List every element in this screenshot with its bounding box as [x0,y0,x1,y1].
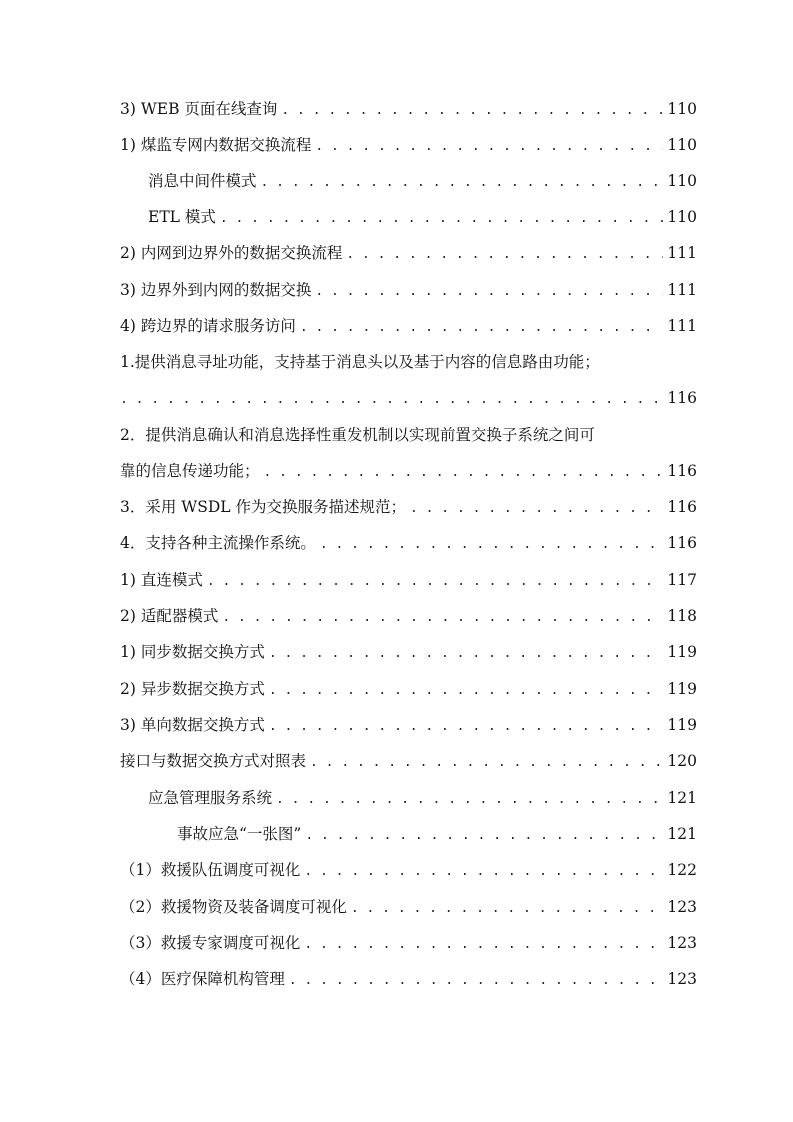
toc-entry-continuation[interactable] [120,460,697,482]
toc-entry[interactable] [120,134,697,156]
dot-leader [304,861,663,881]
toc-entry[interactable] [120,678,697,700]
toc-entry-text: 2) 内网到边界外的数据交换流程 [120,244,343,262]
toc-entry[interactable] [148,206,697,228]
toc-entry[interactable] [120,896,697,918]
toc-entry-page: 118 [667,607,697,625]
toc-entry-text: 1) 直连模式 [120,571,203,589]
dot-leader [220,208,664,228]
dot-leader [276,789,663,809]
dot-leader [269,716,664,736]
toc-entry[interactable] [120,859,697,881]
dot-leader [207,571,664,591]
toc-entry[interactable] [120,315,697,337]
toc-entry-text: 应急管理服务系统 [148,789,273,807]
toc-entry[interactable] [120,242,697,264]
toc-entry-text: 3) WEB 页面在线查询 [120,100,278,118]
toc-entry-page: 121 [667,825,697,843]
toc-entry[interactable] [120,714,697,736]
toc-entry-page: 111 [667,317,697,335]
toc-entry-page: 110 [667,100,697,118]
toc-entry-page: 111 [667,244,697,262]
dot-leader [281,100,663,120]
toc-entry-text: （2）救援物资及装备调度可视化 [120,898,347,916]
toc-entry-text: 3．采用 WSDL 作为交换服务描述规范； [120,498,406,516]
toc-entry-continuation[interactable] [120,387,697,409]
toc-entry[interactable] [120,641,697,663]
dot-leader [315,136,663,156]
toc-entry-page: 110 [667,172,697,190]
toc-entry-text: 2) 适配器模式 [120,607,219,625]
dot-leader [310,752,663,772]
toc-entry-page: 123 [667,898,697,916]
toc-entry[interactable] [177,823,697,845]
toc-entry-page: 116 [667,498,697,516]
dot-leader [304,934,663,954]
toc-entry-page: 120 [667,752,697,770]
dot-leader [346,244,663,264]
dot-leader [261,172,664,192]
toc-entry-page: 111 [667,281,697,299]
dot-leader [289,970,664,990]
toc-entry-page: 123 [667,970,697,988]
dot-leader [351,898,664,918]
toc-entry-text: （3）救援专家调度可视化 [120,934,301,952]
toc-entry-page: 110 [667,208,697,226]
dot-leader [300,317,664,337]
toc-entry[interactable] [120,605,697,627]
toc-entry-page: 116 [667,534,697,552]
toc-entry-text: 3) 单向数据交换方式 [120,716,265,734]
toc-entry-page: 121 [667,789,697,807]
toc-entry-text: 1) 煤监专网内数据交换流程 [120,136,312,154]
dot-leader [315,281,663,301]
toc-entry-text[interactable]: 1.提供消息寻址功能，支持基于消息头以及基于内容的信息路由功能； [120,353,600,371]
dot-leader [269,643,664,663]
toc-entry-text: 消息中间件模式 [148,172,257,190]
toc-entry[interactable] [148,787,697,809]
toc-entry[interactable] [120,279,697,301]
toc-entry[interactable] [120,750,697,772]
toc-entry-text: （1）救援队伍调度可视化 [120,861,301,879]
toc-entry-text: 2) 异步数据交换方式 [120,680,265,698]
toc-entry-page: 110 [667,136,697,154]
toc-entry[interactable] [120,569,697,591]
toc-entry-page: 123 [667,934,697,952]
dot-leader [269,680,664,700]
toc-entry-text: 1) 同步数据交换方式 [120,643,265,661]
toc-entry-text: ETL 模式 [148,208,216,226]
toc-entry[interactable] [120,532,697,554]
toc-entry[interactable] [120,968,697,990]
toc-entry-text: 4) 跨边界的请求服务访问 [120,317,296,335]
dot-leader [222,607,663,627]
toc-entry-text[interactable]: 2．提供消息确认和消息选择性重发机制以实现前置交换子系统之间可 [120,426,595,444]
toc-entry-page: 116 [667,462,697,480]
toc-entry[interactable] [120,932,697,954]
toc-entry-text: 事故应急“一张图” [177,825,302,843]
toc-entry-text: 靠的信息传递功能； [120,462,260,480]
toc-entry-text: 4．支持各种主流操作系统。 [120,534,316,552]
toc-entry[interactable] [120,496,697,518]
toc-entry-page: 119 [667,643,697,661]
dot-leader [120,389,663,409]
toc-entry-page: 119 [667,680,697,698]
toc-entry[interactable] [120,98,697,120]
dot-leader [410,498,663,518]
dot-leader [264,462,664,482]
dot-leader [320,534,664,554]
toc-entry-page: 119 [667,716,697,734]
toc-entry-text: 接口与数据交换方式对照表 [120,752,307,770]
toc-entry-text: （4）医疗保障机构管理 [120,970,285,988]
toc-entry[interactable] [148,170,697,192]
dot-leader [305,825,663,845]
toc-entry-page: 117 [667,571,697,589]
toc-entry-page: 116 [667,389,697,407]
toc-entry-text: 3) 边界外到内网的数据交换 [120,281,312,299]
toc-entry-page: 122 [667,861,697,879]
